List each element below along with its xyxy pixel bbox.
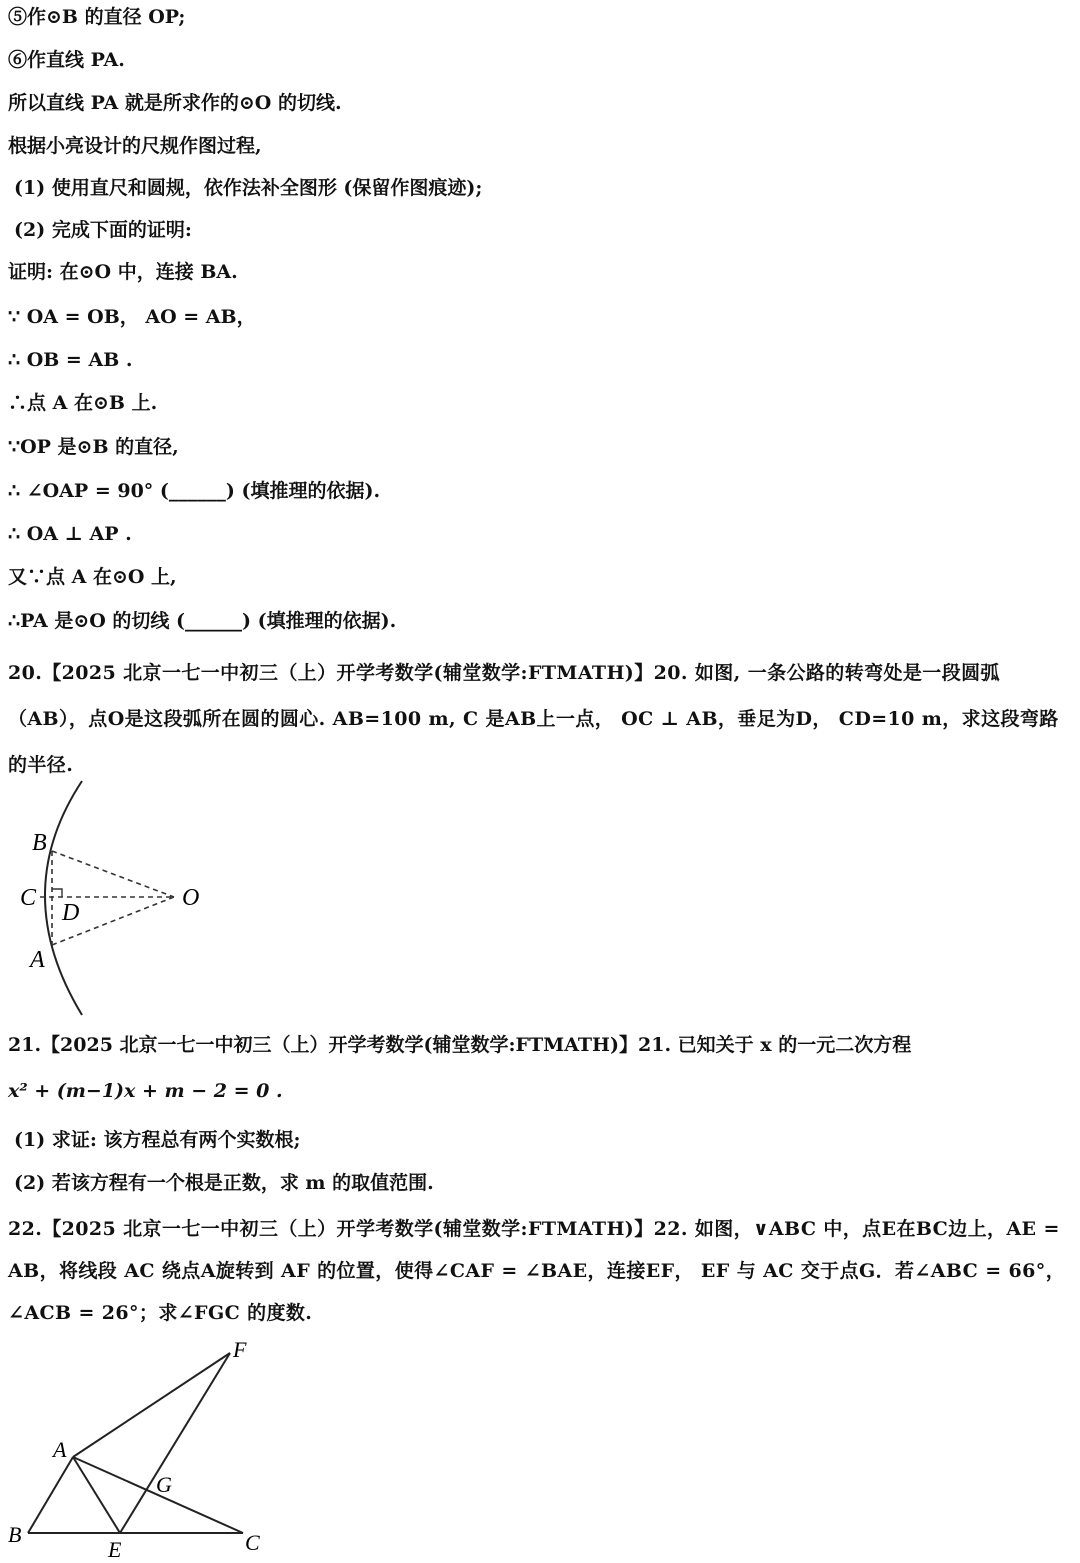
proof-start: 证明: 在⊙O 中，连接 BA. xyxy=(8,261,238,283)
segment-ab xyxy=(28,1457,73,1533)
label-b: B xyxy=(32,830,47,856)
construction-step-6: ⑥作直线 PA. xyxy=(8,49,125,71)
label-a: A xyxy=(53,1437,67,1462)
segment-ob xyxy=(52,851,174,897)
label-o: O xyxy=(182,885,200,911)
label-c: C xyxy=(245,1530,260,1555)
triangle-figure xyxy=(0,1335,280,1560)
proof-step-6: ∴ OA ⊥ AP . xyxy=(8,523,132,545)
segment-ef xyxy=(120,1353,230,1533)
segment-af xyxy=(73,1353,230,1457)
proof-step-2: ∴ OB = AB . xyxy=(8,349,133,371)
problem-21-intro: 21.【2025 北京一七一中初三（上）开学考数学(辅堂数学:FTMATH)】21. 已知关于 x 的一元二次方程 xyxy=(8,1034,912,1056)
problem-22-text: 22.【2025 北京一七一中初三（上）开学考数学(辅堂数学:FTMATH)】22. 如图，∨ABC 中，点E在BC边上，AE = AB，将线段 AC 绕点A旋转到 AF 的位置，使得∠CAF = ∠BAE，连接EF， EF 与 AC 交于点G．若∠ABC = 66°，∠ACB = 26°；求∠FGC 的度数. xyxy=(8,1218,1066,1324)
construction-conclusion: 所以直线 PA 就是所求作的⊙O 的切线. xyxy=(8,92,342,114)
arc-road-figure xyxy=(10,775,240,1020)
proof-step-4: ∵OP 是⊙B 的直径, xyxy=(8,436,179,458)
right-angle-mark xyxy=(52,889,62,897)
label-a: A xyxy=(30,947,45,973)
label-g: G xyxy=(156,1472,172,1497)
problem-21-equation: x² + (m−1)x + m − 2 = 0 . xyxy=(8,1080,283,1102)
construction-step-5: ⑤作⊙B 的直径 OP; xyxy=(8,6,186,28)
problem-21-part-1: (1) 求证: 该方程总有两个实数根; xyxy=(14,1129,301,1151)
proof-step-8: ∴PA 是⊙O 的切线 (______) (填推理的依据). xyxy=(8,610,397,632)
problem-21-part-2: (2) 若该方程有一个根是正数，求 m 的取值范围. xyxy=(14,1172,434,1194)
arc-curve xyxy=(45,781,82,1015)
label-f: F xyxy=(233,1337,247,1362)
problem-20-text: 20.【2025 北京一七一中初三（上）开学考数学(辅堂数学:FTMATH)】20. 如图, 一条公路的转弯处是一段圆弧（AB），点O是这段弧所在圆的圆心. AB=100 m, C 是AB上一点， OC ⊥ AB，垂足为D， CD=10 m，求这段弯路的半径. xyxy=(8,662,1059,776)
question-part-1: (1) 使用直尺和圆规，依作法补全图形 (保留作图痕迹); xyxy=(14,177,483,199)
label-e: E xyxy=(108,1537,122,1560)
proof-step-7: 又∵点 A 在⊙O 上, xyxy=(8,566,177,588)
question-part-2: (2) 完成下面的证明: xyxy=(14,219,192,241)
proof-step-5: ∴ ∠OAP = 90° (______) (填推理的依据). xyxy=(8,480,381,502)
instruction-text: 根据小亮设计的尺规作图过程, xyxy=(8,135,262,157)
proof-step-3: ∴点 A 在⊙B 上. xyxy=(8,392,158,414)
proof-step-1: ∵ OA = OB， AO = AB， xyxy=(8,306,256,328)
label-b: B xyxy=(8,1522,22,1547)
label-c: C xyxy=(20,885,37,911)
label-d: D xyxy=(62,900,80,926)
